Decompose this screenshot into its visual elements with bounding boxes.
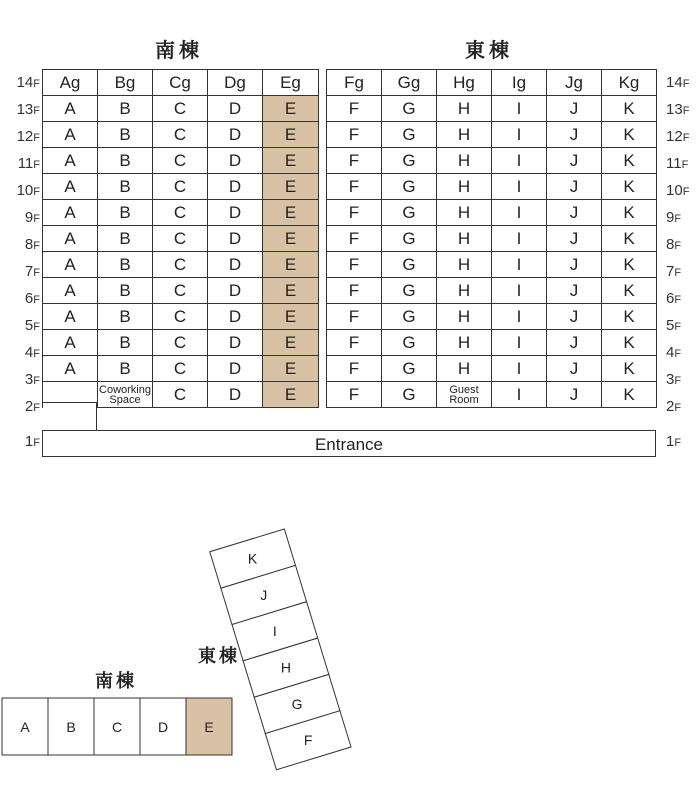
floor-number: 12 [16, 128, 34, 145]
room-cell: Eg [263, 70, 319, 96]
room-cell: E [263, 148, 319, 174]
floor-label [0, 182, 40, 199]
floor-suffix: F [674, 375, 682, 387]
room-cell: J [547, 382, 602, 408]
room-cell: D [208, 226, 263, 252]
floor-row [43, 226, 319, 252]
floor-number: 5 [666, 317, 675, 334]
floor-suffix: F [33, 402, 40, 414]
floor-number: 10 [666, 182, 683, 199]
room-cell: G [382, 382, 437, 408]
room-cell: E [263, 252, 319, 278]
floor-row [327, 96, 657, 122]
room-cell: G [382, 96, 437, 122]
floor-label [666, 101, 700, 118]
room-cell: J [547, 148, 602, 174]
room-cell: B [98, 174, 153, 200]
floor-number: 9 [24, 209, 34, 226]
floor-suffix: F [681, 159, 689, 171]
floor-number: 14 [16, 74, 34, 91]
floor-label [666, 128, 700, 145]
room-cell: G [382, 356, 437, 382]
floor-suffix: F [33, 132, 40, 144]
room-cell: B [98, 122, 153, 148]
room-cell: Dg [208, 70, 263, 96]
room-cell: D [208, 148, 263, 174]
heading-east-wing: 東棟 [465, 40, 513, 62]
room-cell: A [43, 252, 98, 278]
room-cell [43, 382, 98, 408]
floor-suffix: F [674, 240, 682, 252]
room-cell: J [547, 174, 602, 200]
floor-label [666, 344, 700, 361]
room-cell: Coworking Space [99, 383, 151, 406]
floor-row [43, 122, 319, 148]
room-cell: H [437, 226, 492, 252]
floor-row [327, 304, 657, 330]
floor-label [0, 290, 40, 307]
floor-label [0, 317, 40, 334]
room-cell: I [492, 174, 547, 200]
room-cell: B [98, 304, 153, 330]
floor-number: 4 [666, 344, 675, 361]
floor-row [327, 226, 657, 252]
room-cell: A [43, 356, 98, 382]
room-cell: E [263, 226, 319, 252]
room-cell: J [547, 96, 602, 122]
room-cell: C [153, 304, 208, 330]
floor-label [0, 236, 40, 253]
floor-row-14 [43, 70, 319, 96]
floor-number: 2 [666, 398, 675, 415]
room-cell: D [208, 278, 263, 304]
map-label-south: 南棟 [95, 671, 137, 691]
floor-number: 5 [24, 317, 34, 334]
floor-suffix: F [674, 348, 682, 360]
floor-number: 3 [24, 371, 34, 388]
floor-number: 13 [666, 101, 683, 118]
room-cell: Fg [327, 70, 382, 96]
floor-label [666, 398, 700, 415]
floor-number: 1 [666, 433, 675, 450]
room-cell: C [153, 382, 208, 408]
floor-suffix: F [33, 159, 40, 171]
room-cell: E [263, 304, 319, 330]
east-map-unit-label: G [291, 695, 303, 712]
room-cell: D [208, 200, 263, 226]
floor-number: 10 [16, 182, 34, 199]
room-cell: Ag [43, 70, 98, 96]
floor-suffix: F [33, 375, 40, 387]
east-map-unit-label: K [247, 550, 258, 567]
room-cell: G [382, 304, 437, 330]
room-cell: I [492, 278, 547, 304]
south-wing-floor-grid [42, 69, 319, 408]
floor-suffix: F [33, 213, 40, 225]
south-map-unit [2, 698, 48, 755]
room-cell: I [492, 252, 547, 278]
room-cell: K [602, 96, 657, 122]
floor-suffix: F [674, 294, 682, 306]
east-map-unit-label: F [303, 732, 313, 749]
room-cell: D [208, 122, 263, 148]
floor-row [43, 174, 319, 200]
room-cell: G [382, 174, 437, 200]
room-cell: G [382, 148, 437, 174]
floor-label [0, 101, 40, 118]
floor-suffix: F [682, 132, 690, 144]
room-cell: K [602, 252, 657, 278]
room-cell: G [382, 278, 437, 304]
floor-suffix: F [33, 78, 40, 90]
room-cell: D [208, 96, 263, 122]
room-cell: A [43, 148, 98, 174]
room-cell: I [492, 122, 547, 148]
floor-number: 1 [24, 433, 34, 450]
room-cell: F [327, 122, 382, 148]
room-cell: H [437, 330, 492, 356]
room-cell: F [327, 96, 382, 122]
south-map-unit-label: C [111, 719, 123, 735]
room-cell: I [492, 356, 547, 382]
south-map-unit-label: D [157, 719, 169, 735]
map-label-east: 東棟 [198, 646, 240, 666]
room-cell: K [602, 382, 657, 408]
floor-row [43, 252, 319, 278]
room-cell: Cg [153, 70, 208, 96]
floor2-a-bottom-border [42, 402, 97, 403]
floor-row [327, 174, 657, 200]
room-cell: C [153, 278, 208, 304]
floor-row-2 [327, 382, 657, 408]
room-cell: F [327, 148, 382, 174]
floor-suffix: F [33, 267, 40, 279]
room-cell: H [437, 304, 492, 330]
floor-number: 3 [666, 371, 675, 388]
room-cell: H [437, 122, 492, 148]
room-cell: I [492, 382, 547, 408]
east-map-unit-label: H [280, 659, 291, 676]
room-cell: C [153, 148, 208, 174]
floor-suffix: F [674, 213, 682, 225]
floor-label [0, 128, 40, 145]
room-cell: Bg [98, 70, 153, 96]
floor-number: 7 [666, 263, 675, 280]
room-cell: A [43, 200, 98, 226]
room-cell: J [547, 252, 602, 278]
room-cell: F [327, 200, 382, 226]
floor-suffix: F [674, 321, 682, 333]
room-cell: C [153, 226, 208, 252]
room-cell: E [263, 330, 319, 356]
floor-suffix: F [33, 186, 40, 198]
room-cell: K [602, 278, 657, 304]
room-cell: H [437, 148, 492, 174]
room-cell: K [602, 226, 657, 252]
floor-number: 13 [16, 101, 34, 118]
south-map-unit [140, 698, 186, 755]
room-cell: B [98, 278, 153, 304]
room-cell: H [437, 200, 492, 226]
room-cell: E [263, 174, 319, 200]
room-cell: Kg [602, 70, 657, 96]
room-cell: C [153, 174, 208, 200]
room-cell: D [208, 304, 263, 330]
room-cell: A [43, 278, 98, 304]
south-map-unit-label: B [66, 719, 76, 735]
floor-label [666, 263, 700, 280]
room-cell: G [382, 226, 437, 252]
south-map-unit [48, 698, 94, 755]
floor-row [43, 200, 319, 226]
room-cell: A [43, 96, 98, 122]
floor-suffix: F [674, 267, 682, 279]
floor-label [0, 209, 40, 226]
room-cell: K [602, 174, 657, 200]
room-cell: J [547, 304, 602, 330]
room-cell: F [327, 278, 382, 304]
room-cell: A [43, 174, 98, 200]
room-cell: I [492, 226, 547, 252]
floor-row [327, 330, 657, 356]
room-cell: K [602, 330, 657, 356]
floor-label [666, 290, 700, 307]
room-cell: I [492, 304, 547, 330]
floor-row [43, 148, 319, 174]
floor-row [327, 200, 657, 226]
south-map-unit [186, 698, 232, 755]
room-cell: H [437, 174, 492, 200]
south-map-unit [94, 698, 140, 755]
floor-suffix: F [682, 186, 690, 198]
room-cell: B [98, 200, 153, 226]
floor-number: 12 [666, 128, 683, 145]
room-cell: A [43, 304, 98, 330]
floor-suffix: F [33, 321, 40, 333]
south-map-unit-label: A [20, 719, 30, 735]
east-wing-floor-grid [326, 69, 657, 408]
floor-suffix: F [674, 402, 682, 414]
room-cell: F [327, 330, 382, 356]
floor-suffix: F [674, 437, 682, 449]
east-map-unit-label: J [260, 586, 268, 603]
room-cell: F [327, 304, 382, 330]
east-map-unit-label: I [272, 623, 277, 640]
floor-number: 14 [666, 74, 683, 91]
floor-label [666, 209, 700, 226]
room-cell: K [602, 200, 657, 226]
room-cell: I [492, 200, 547, 226]
room-cell: C [153, 252, 208, 278]
floor-suffix: F [33, 240, 40, 252]
room-cell: J [547, 278, 602, 304]
room-cell: Jg [547, 70, 602, 96]
floor-suffix: F [682, 105, 690, 117]
floor-label [666, 236, 700, 253]
floor-label [0, 398, 40, 415]
room-cell: D [208, 252, 263, 278]
floor-label [0, 155, 40, 172]
floor-row-2 [43, 382, 319, 408]
room-cell: J [547, 226, 602, 252]
floor-row [327, 148, 657, 174]
room-cell: E [263, 382, 319, 408]
room-cell: H [437, 278, 492, 304]
room-cell: B [98, 148, 153, 174]
floor-label [666, 433, 700, 450]
room-cell: G [382, 122, 437, 148]
room-cell: B [98, 330, 153, 356]
room-cell: E [263, 356, 319, 382]
room-cell: J [547, 356, 602, 382]
room-cell: K [602, 304, 657, 330]
room-cell: E [263, 96, 319, 122]
room-cell: Hg [437, 70, 492, 96]
room-cell: Gg [382, 70, 437, 96]
room-cell: C [153, 122, 208, 148]
floor-row [43, 330, 319, 356]
room-cell: K [602, 148, 657, 174]
entrance-floor1: Entrance [42, 430, 656, 457]
floor-number: 11 [666, 155, 682, 172]
room-cell: K [602, 356, 657, 382]
room-cell: Guest Room [437, 382, 492, 408]
south-map-unit-label: E [204, 719, 214, 735]
room-cell: I [492, 96, 547, 122]
room-cell: K [602, 122, 657, 148]
room-cell: B [98, 226, 153, 252]
room-cell: B [98, 96, 153, 122]
floor-number: 8 [24, 236, 34, 253]
room-cell: D [208, 382, 263, 408]
room-cell: F [327, 174, 382, 200]
floor-row [43, 278, 319, 304]
room-cell: H [437, 356, 492, 382]
floor-row [43, 356, 319, 382]
room-cell: E [263, 200, 319, 226]
room-cell: J [547, 200, 602, 226]
south-wing-map [2, 698, 232, 755]
floor-number: 9 [666, 209, 675, 226]
room-cell: G [382, 252, 437, 278]
room-cell: D [208, 174, 263, 200]
room-cell: B [98, 252, 153, 278]
floor-suffix: F [682, 78, 690, 90]
floor-row [327, 252, 657, 278]
floor-label [0, 74, 40, 91]
room-cell: E [263, 122, 319, 148]
room-cell: A [43, 330, 98, 356]
floor-suffix: F [33, 348, 40, 360]
room-cell: A [43, 122, 98, 148]
floor-row [43, 304, 319, 330]
room-cell: F [327, 382, 382, 408]
floor-label [666, 371, 700, 388]
room-cell: A [43, 226, 98, 252]
room-cell: F [327, 252, 382, 278]
room-cell: B [98, 356, 153, 382]
room-cell: G [382, 330, 437, 356]
floor-row [43, 96, 319, 122]
room-cell: F [327, 356, 382, 382]
floor-label [666, 74, 700, 91]
floor-number: 2 [24, 398, 34, 415]
floor-number: 6 [24, 290, 34, 307]
room-cell: D [208, 356, 263, 382]
site-map [0, 500, 700, 794]
floor-number: 11 [17, 155, 34, 172]
room-cell: J [547, 122, 602, 148]
room-cell: H [437, 252, 492, 278]
floor-label [0, 371, 40, 388]
floor-label [0, 263, 40, 280]
floor-number: 4 [24, 344, 34, 361]
room-cell: F [327, 226, 382, 252]
floor-row [327, 278, 657, 304]
floor-row [327, 356, 657, 382]
room-cell: J [547, 330, 602, 356]
floor-suffix: F [33, 437, 40, 449]
floor-row-14 [327, 70, 657, 96]
floor-number: 8 [666, 236, 675, 253]
floor-label [666, 155, 700, 172]
heading-south-wing: 南棟 [155, 40, 203, 62]
floor-number: 7 [24, 263, 34, 280]
floor-suffix: F [33, 105, 40, 117]
room-cell: I [492, 148, 547, 174]
floor-label [0, 433, 40, 450]
floor-label [0, 344, 40, 361]
floor-number: 6 [666, 290, 675, 307]
room-cell: I [492, 330, 547, 356]
floor-label [666, 182, 700, 199]
room-cell: H [437, 96, 492, 122]
room-cell: C [153, 330, 208, 356]
room-cell: Ig [492, 70, 547, 96]
floor-suffix: F [33, 294, 40, 306]
room-cell: G [382, 200, 437, 226]
room-cell: C [153, 96, 208, 122]
room-cell: E [263, 278, 319, 304]
floor2-a-step-border [96, 402, 97, 431]
room-cell: C [153, 200, 208, 226]
floor-label [666, 317, 700, 334]
room-cell: D [208, 330, 263, 356]
room-cell: C [153, 356, 208, 382]
floor-row [327, 122, 657, 148]
